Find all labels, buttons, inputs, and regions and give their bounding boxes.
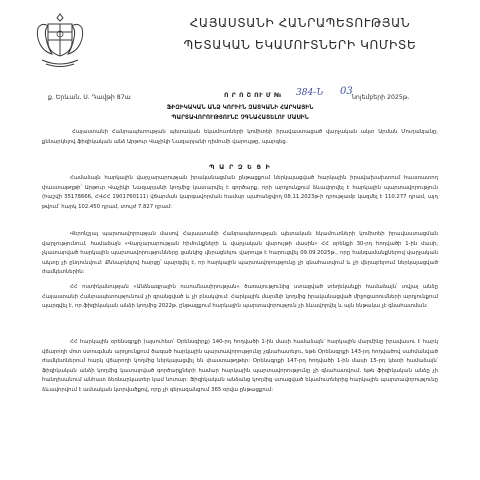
coat-of-arms-emblem	[32, 10, 88, 70]
decision-number: 384-Ն	[296, 88, 324, 98]
body-paragraph-2: Վերոնշյալ պարտավորության մասով Հայաստանի Հանրապետության պետական եկամուտների կոմիտեի իրավաստացման վարչությունում, համաձայն «Վարչարարության հիմունքների և վարչական վարույթի մասին» ՀՀ օրենքի 30-րդ հոդվածի 1-ին մասի, չկատարված հարկային պարտավորությունները ցանկից վերացնելու վարույթ է հարուցվել 09.09.2025թ., որը հանգամանքներով վարչական ակտը չի ընդունվում: Քննարկելով հարցը՝ պարզվել է, որ հարկային պարտավորությունը չի գնահատվում և չի վերաբերում ներկայացված ժամկետներին:	[42, 231, 438, 276]
body-paragraph-4: ՀՀ հարկային օրենսգրքի (այսուհետ՝ Օրենսգիրք) 140-րդ հոդվածի 1-ին մասի համաձայն՝ հարկային մարմինը իրավասու է հարկ վճարողի մոտ ստուգման արդյունքում ծագած հարկային պարտավորությունը չգնահատելու, եթե Օրենսգրքի 143-րդ հոդվածով սահմանված ժամկետներում հարկ վճարողի կողմից ներկայացվել են փաստաթղթեր: Օրենսգրքի 147-րդ հոդվածի 1-ին մասի 15-րդ կետի համաձայն՝ ֆիզիկական անձի կողմից կատարված գործարքների համար հարկային պարտավորությունը չի գնահատվում, եթե ֆիզիկական անձը չի հանդիսանում անհատ ձեռնարկատեր կամ նոտար: Ֆիզիկական անձանց կողմից ստացված եկամուտներից հարկային պարտավորությունը ձևավորվում է ամսական կտրվածքով, որը չի գերազանցում 365 օրվա ընթացքում:	[42, 339, 438, 393]
decision-date: նոյեմբերի 2025թ.	[352, 94, 410, 101]
body-paragraph-3: ՀՀ ոստիկանության «Անձնագրային ուսումնասիրության» ծառայությունից ստացված տեղեկանքի համաձայն՝ տվյալ անձը Հայաստանի Հանրապետությունում չի գրանցված և չի բնակվում: Հարկային մարմնի կողմից իրականացված միջոցառումների արդյունքում պարզվել է, որ ֆիզիկական անձի կողմից 2022թ. ընթացքում հարկային պարտավորություն չի ձևավորվել և այն ենթակա չէ գնահատման:	[42, 284, 438, 310]
body-paragraph-1: Համաձայն հարկային վարչարարության իրականացման ընթացքում ներկայացված հարկային իրավախախտում հաստատող փաստաթղթի՝ Արթուր Վաչիկի Նազարյանի կողմից կատարվել է գործարք, որի արդյունքում ձևավորվել է հարկային պարտավորություն (հաշվի 35178666, ՀՎՀՀ 1901760111) վճարման կարգավորման համար պահանջվող 08.11.2023թ-ի դրությամբ կազմել է 110.277 դրամ, այդ թվում՝ հարկ 102.450 դրամ, տույժ 7.827 դրամ:	[42, 175, 438, 210]
address: ք. Երևան, Ս. Դավթի 87ա	[48, 94, 131, 101]
section-heading: Պ Ա Ր Զ Ե Ց Ի	[208, 163, 271, 171]
subject-line1: ՖԻԶԻԿԱԿԱՆ ԱՆՁ ԿՈՐԻՒՆ ԶԱՏԿԱՆԻ ՀԱՐԿԱՅԻՆ	[166, 105, 314, 111]
decision-label: Ո Ր Ո Շ ՈՒ Մ №	[224, 92, 282, 99]
subject-line2: ՊԱՐՏԱՎՈՐՈՒԹՅՈՒՆԸ ՉԳՆԱՀԱՏԵԼՈՒ ՄԱՍԻՆ	[171, 115, 309, 121]
organization-name-line1: ՀԱՅԱՍՏԱՆԻ ՀԱՆՐԱՊԵՏՈՒԹՅԱՆ	[189, 16, 411, 30]
decision-day: 03	[340, 86, 353, 97]
intro-paragraph: Հայաստանի Հանրապետության պետական եկամուտների կոմիտեի իրավաստացած վարչական ակտ Արման Մուղանյանը, քննարկելով ֆիզիկական անձ Արթուր Վաչիկի Նազարյանի դիմումի վարույթը, պարզեց.	[42, 129, 438, 145]
organization-name-line2: ՊԵՏԱԿԱՆ ԵԿԱՄՈՒՏՆԵՐԻ ԿՈՄԻՏԵ	[183, 38, 417, 52]
